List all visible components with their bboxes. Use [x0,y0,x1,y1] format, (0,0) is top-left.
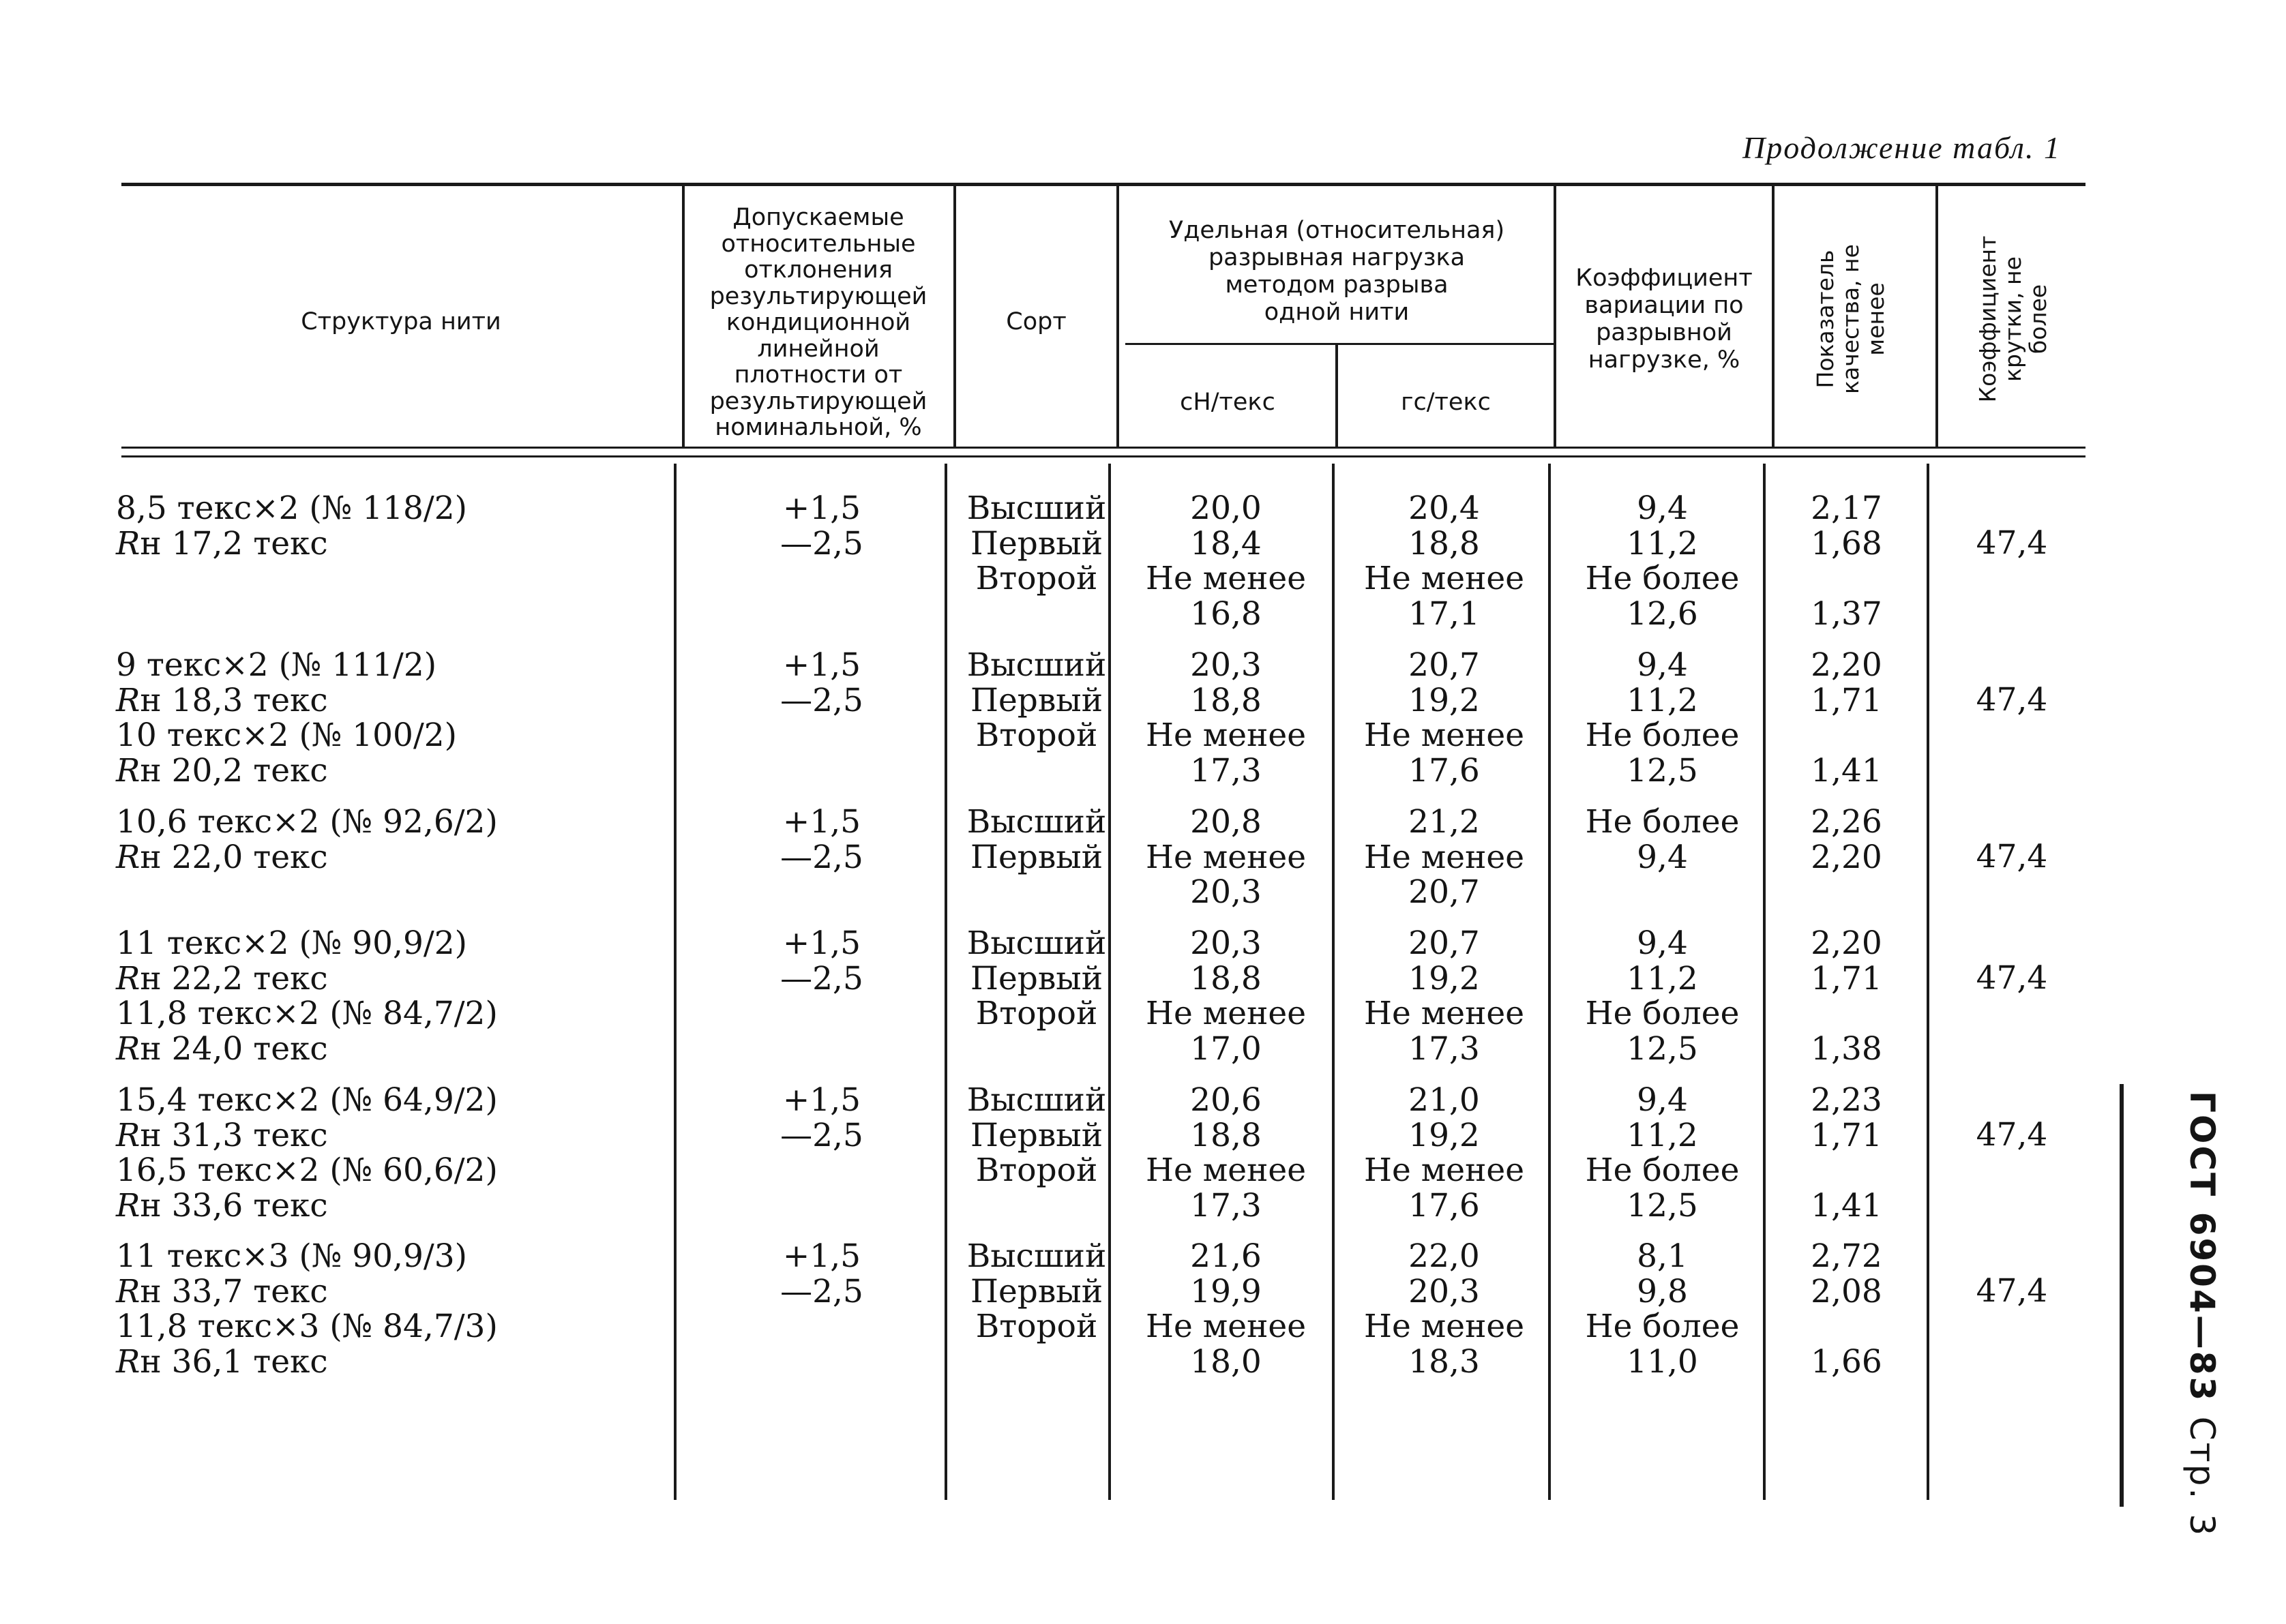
header-tolerance-line: кондиционной [726,309,911,336]
header-variation [1556,265,1772,374]
header-twist-line: крутки, не [2000,256,2026,382]
cell-line: 20,7 [1408,924,1480,962]
header-twist [1975,190,2057,449]
cell-line: 18,8 [1408,524,1480,562]
cell-line: 1,71 [1811,959,1882,997]
cell-line: 20,3 [1190,924,1262,962]
table-top-rule [121,183,2085,186]
header-variation-line: вариации по [1584,292,1744,319]
cell-load-cn [1118,491,1333,631]
cell-quality [1773,1083,1920,1223]
cell-variation [1555,648,1770,788]
cell-structure [116,805,675,875]
cell-load-gs [1337,1239,1552,1379]
cell-structure [116,648,675,788]
cell-line: 19,2 [1408,1116,1480,1154]
cell-line: 17,6 [1408,751,1480,790]
cell-line: —2,5 [780,1116,863,1154]
cell-line: 2,08 [1811,1272,1882,1310]
header-load-line: Удельная (относительная) [1168,217,1505,244]
cell-line: 2,20 [1811,838,1882,876]
table-row [0,926,2286,1096]
header-tolerance-line: относительные [721,230,916,258]
cell-line: 11,2 [1627,959,1698,997]
side-label [2120,1084,2242,1538]
table-row [0,648,2286,818]
cell-line: 9,4 [1637,490,1688,527]
cell-line: 11,2 [1627,681,1698,719]
column-divider [1772,186,1775,449]
cell-line: —2,5 [780,681,863,719]
cell-grade [955,926,1118,1032]
cell-line: —2,5 [780,1272,863,1310]
cell-line: Высший [966,1237,1107,1275]
cell-line: Rн 22,0 текс [116,838,328,876]
cell-tolerance [696,1239,948,1309]
cell-line: Высший [966,646,1107,684]
cell-grade [955,805,1118,875]
cell-grade [955,491,1118,597]
cell-line: 16,8 [1190,595,1262,633]
cell-line: —2,5 [780,838,863,876]
side-label-text [2181,1091,2222,1538]
column-divider [1935,186,1938,449]
cell-line: +1,5 [782,1081,861,1119]
cell-line: Rн 17,2 текс [116,524,328,562]
cell-line: 12,5 [1627,1029,1698,1068]
header-bottom-rule-1 [121,447,2085,449]
cell-line: Первый [970,1272,1103,1310]
cell-line: 11,2 [1627,1116,1698,1154]
cell-twist: 47,4 [1976,524,2048,562]
cell-line: 18,8 [1190,1116,1262,1154]
cell-line: Не менее [1363,1308,1525,1345]
cell-line: Высший [966,803,1107,841]
table-row [0,1083,2286,1253]
cell-line: Не более [1585,1152,1740,1189]
cell-line: Rн 24,0 текс [116,1029,328,1068]
cell-line: Rн 22,2 текс [116,959,328,997]
column-divider [1116,186,1119,449]
cell-line: Второй [975,995,1098,1032]
cell-structure [116,926,675,1066]
header-grade: Сорт [1006,308,1067,335]
cell-line: Rн 20,2 текс [116,751,328,790]
header-tolerance-line: номинальной, % [715,414,922,441]
cell-line: +1,5 [782,924,861,962]
cell-line: 1,41 [1811,751,1882,790]
cell-variation [1555,926,1770,1066]
cell-line: Не более [1585,560,1740,597]
cell-tolerance [696,1083,948,1153]
cell-line: Не менее [1363,995,1525,1032]
cell-line: 10,6 текс×2 (№ 92,6/2) [116,803,498,841]
cell-line: 1,41 [1811,1186,1882,1224]
cell-line: 21,0 [1408,1081,1480,1119]
cell-line: 2,17 [1811,490,1882,527]
cell-variation [1555,1239,1770,1379]
table-row [0,491,2286,661]
cell-quality [1773,805,1920,875]
cell-line: 11 текс×2 (№ 90,9/2) [116,924,467,962]
cell-line: 19,9 [1190,1272,1262,1310]
header-tolerance-line: Допускаемые [732,204,904,231]
cell-tolerance [696,648,948,718]
cell-line: Rн 18,3 текс [116,681,328,719]
header-load-group [1120,217,1554,326]
cell-load-cn [1118,648,1333,788]
cell-line: 1,38 [1811,1029,1882,1068]
header-quality-line: качества, не [1837,244,1864,394]
cell-line: 20,4 [1408,490,1480,527]
cell-line: 9,8 [1637,1272,1688,1310]
cell-line: 20,7 [1408,646,1480,684]
cell-line [1773,996,1920,1032]
cell-structure [116,1083,675,1223]
cell-line: 2,20 [1811,646,1882,684]
cell-load-gs [1337,491,1552,631]
column-divider [682,186,685,449]
cell-load-gs [1337,648,1552,788]
cell-load-gs [1337,1083,1552,1223]
cell-line: 17,0 [1190,1029,1262,1068]
header-twist-line: Коэффициент [1974,235,2001,403]
cell-line: Не более [1585,717,1740,754]
cell-line: Rн 36,1 текс [116,1342,328,1381]
cell-line: 17,3 [1190,751,1262,790]
header-quality [1813,190,1895,449]
cell-line: 20,7 [1408,873,1480,911]
cell-line: 8,5 текс×2 (№ 118/2) [116,490,467,527]
cell-line: Первый [970,838,1103,876]
cell-line: 16,5 текс×2 (№ 60,6/2) [116,1152,498,1189]
header-structure: Структура нити [301,308,501,335]
cell-line: 22,0 [1408,1237,1480,1275]
cell-quality [1773,491,1920,631]
header-tolerance-line: результирующей [709,282,927,310]
cell-line: Второй [975,1308,1098,1345]
cell-twist: 47,4 [1976,959,2048,997]
cell-load-cn [1118,1083,1333,1223]
cell-line: 2,20 [1811,924,1882,962]
cell-line: Первый [970,524,1103,562]
side-label-bar [2120,1084,2124,1507]
cell-line: Не менее [1145,1308,1307,1345]
cell-line: 19,2 [1408,681,1480,719]
cell-line: 11,2 [1627,524,1698,562]
cell-line: Не менее [1363,717,1525,754]
cell-line: Не менее [1363,1152,1525,1189]
cell-line: 11,0 [1627,1342,1698,1381]
cell-line: Второй [975,1152,1098,1189]
cell-load-cn [1118,1239,1333,1379]
cell-twist: 47,4 [1976,681,2048,719]
cell-line: 17,3 [1190,1186,1262,1224]
header-quality-line: менее [1862,282,1889,356]
cell-line: Rн 33,7 текс [116,1272,328,1310]
cell-structure [116,491,675,561]
cell-line: Не более [1585,995,1740,1032]
cell-line: Второй [975,560,1098,597]
cell-line: 12,5 [1627,1186,1698,1224]
cell-line: 9 текс×2 (№ 111/2) [116,646,437,684]
page-number: Стр. 3 [2182,1416,2222,1538]
header-twist-line: более [2025,284,2051,355]
cell-line: 18,0 [1190,1342,1262,1381]
cell-line: 1,66 [1811,1342,1882,1381]
cell-line: 21,6 [1190,1237,1262,1275]
cell-tolerance [696,926,948,996]
cell-line: Высший [966,924,1107,962]
cell-grade [955,1083,1118,1188]
cell-line: +1,5 [782,490,861,527]
cell-load-gs [1337,805,1552,910]
standard-number: ГОСТ 6904—83 [2182,1091,2222,1403]
cell-load-cn [1118,926,1333,1066]
cell-line: 20,8 [1190,803,1262,841]
cell-line: 17,3 [1408,1029,1480,1068]
cell-line: Первый [970,1116,1103,1154]
header-variation-line: нагрузке, % [1588,346,1740,374]
header-variation-line: разрывной [1596,319,1732,346]
cell-line: 18,8 [1190,959,1262,997]
cell-line [1773,1153,1920,1188]
cell-line: 10 текс×2 (№ 100/2) [116,717,458,754]
header-quality-line: Показатель [1812,250,1839,389]
cell-variation [1555,491,1770,631]
cell-line: 9,4 [1637,1081,1688,1119]
cell-twist: 47,4 [1976,1272,2048,1310]
cell-line: 11,8 текс×2 (№ 84,7/2) [116,995,498,1032]
cell-line: Не менее [1145,717,1307,754]
cell-quality [1773,1239,1920,1379]
cell-structure [116,1239,675,1379]
cell-line: 12,5 [1627,751,1698,790]
cell-load-gs [1337,926,1552,1066]
cell-line: 9,4 [1637,924,1688,962]
cell-line: 9,4 [1637,838,1688,876]
cell-line: 1,37 [1811,595,1882,633]
cell-line: 9,4 [1637,646,1688,684]
cell-line: 18,3 [1408,1342,1480,1381]
cell-line: Не менее [1145,995,1307,1032]
cell-line: 20,0 [1190,490,1262,527]
cell-quality [1773,648,1920,788]
cell-tolerance [696,491,948,561]
header-load-line: одной нити [1264,299,1410,326]
cell-line: 8,1 [1637,1237,1688,1275]
cell-line [1773,1309,1920,1344]
cell-quality [1773,926,1920,1066]
cell-line: 15,4 текс×2 (№ 64,9/2) [116,1081,498,1119]
cell-line: Не менее [1363,560,1525,597]
cell-line: 11,8 текс×3 (№ 84,7/3) [116,1308,498,1345]
cell-line: Не менее [1145,1152,1307,1189]
header-tolerance-line: результирующей [709,387,927,415]
header-tolerance-line: плотности от [734,361,903,389]
load-subheader-rule [1125,343,1555,345]
cell-line: Первый [970,681,1103,719]
cell-line: 2,23 [1811,1081,1882,1119]
cell-line: Не менее [1363,838,1525,876]
cell-grade [955,1239,1118,1344]
header-tolerance-line: линейной [757,335,880,363]
cell-twist: 47,4 [1976,838,2048,875]
cell-line: 1,71 [1811,681,1882,719]
cell-variation [1555,805,1770,875]
cell-line [1773,561,1920,597]
cell-line: 21,2 [1408,803,1480,841]
cell-line: 11 текс×3 (№ 90,9/3) [116,1237,467,1275]
cell-line: Не менее [1145,560,1307,597]
cell-line: —2,5 [780,524,863,562]
cell-line: Второй [975,717,1098,754]
header-tolerance-line: отклонения [744,256,893,284]
cell-grade [955,648,1118,753]
cell-load-cn [1118,805,1333,910]
cell-line: 20,3 [1190,873,1262,911]
cell-line: Высший [966,490,1107,527]
cell-line: 1,68 [1811,524,1882,562]
cell-line: 20,6 [1190,1081,1262,1119]
cell-line: 17,6 [1408,1186,1480,1224]
cell-tolerance [696,805,948,875]
cell-line: 18,8 [1190,681,1262,719]
header-load-line: разрывная нагрузка [1208,244,1466,271]
cell-line: Не более [1585,1308,1740,1345]
cell-line: 2,72 [1811,1237,1882,1275]
cell-variation [1555,1083,1770,1223]
cell-line: 20,3 [1408,1272,1480,1310]
header-tolerance [685,205,951,441]
cell-line: 2,26 [1811,803,1882,841]
cell-line: Rн 31,3 текс [116,1116,328,1154]
cell-line: 19,2 [1408,959,1480,997]
cell-line: —2,5 [780,959,863,997]
header-bottom-rule-2 [121,455,2085,457]
cell-line: 18,4 [1190,524,1262,562]
cell-line: 1,71 [1811,1116,1882,1154]
cell-line: Не менее [1145,838,1307,876]
table-continuation-caption: Продолжение табл. 1 [1742,130,2061,165]
cell-twist: 47,4 [1976,1116,2048,1154]
cell-line: +1,5 [782,803,861,841]
cell-line: 20,3 [1190,646,1262,684]
header-load-cn: сН/текс [1180,389,1275,416]
table-row [0,1239,2286,1409]
cell-line: 17,1 [1408,595,1480,633]
cell-line: Высший [966,1081,1107,1119]
header-variation-line: Коэффициент [1575,265,1753,292]
header-load-gs: гс/текс [1401,389,1491,416]
header-load-line: методом разрыва [1225,271,1449,299]
cell-line: +1,5 [782,646,861,684]
cell-line: 12,6 [1627,595,1698,633]
cell-line: +1,5 [782,1237,861,1275]
cell-line [1773,718,1920,753]
cell-line: Не более [1585,803,1740,841]
cell-line: Первый [970,959,1103,997]
cell-line: Rн 33,6 текс [116,1186,328,1224]
